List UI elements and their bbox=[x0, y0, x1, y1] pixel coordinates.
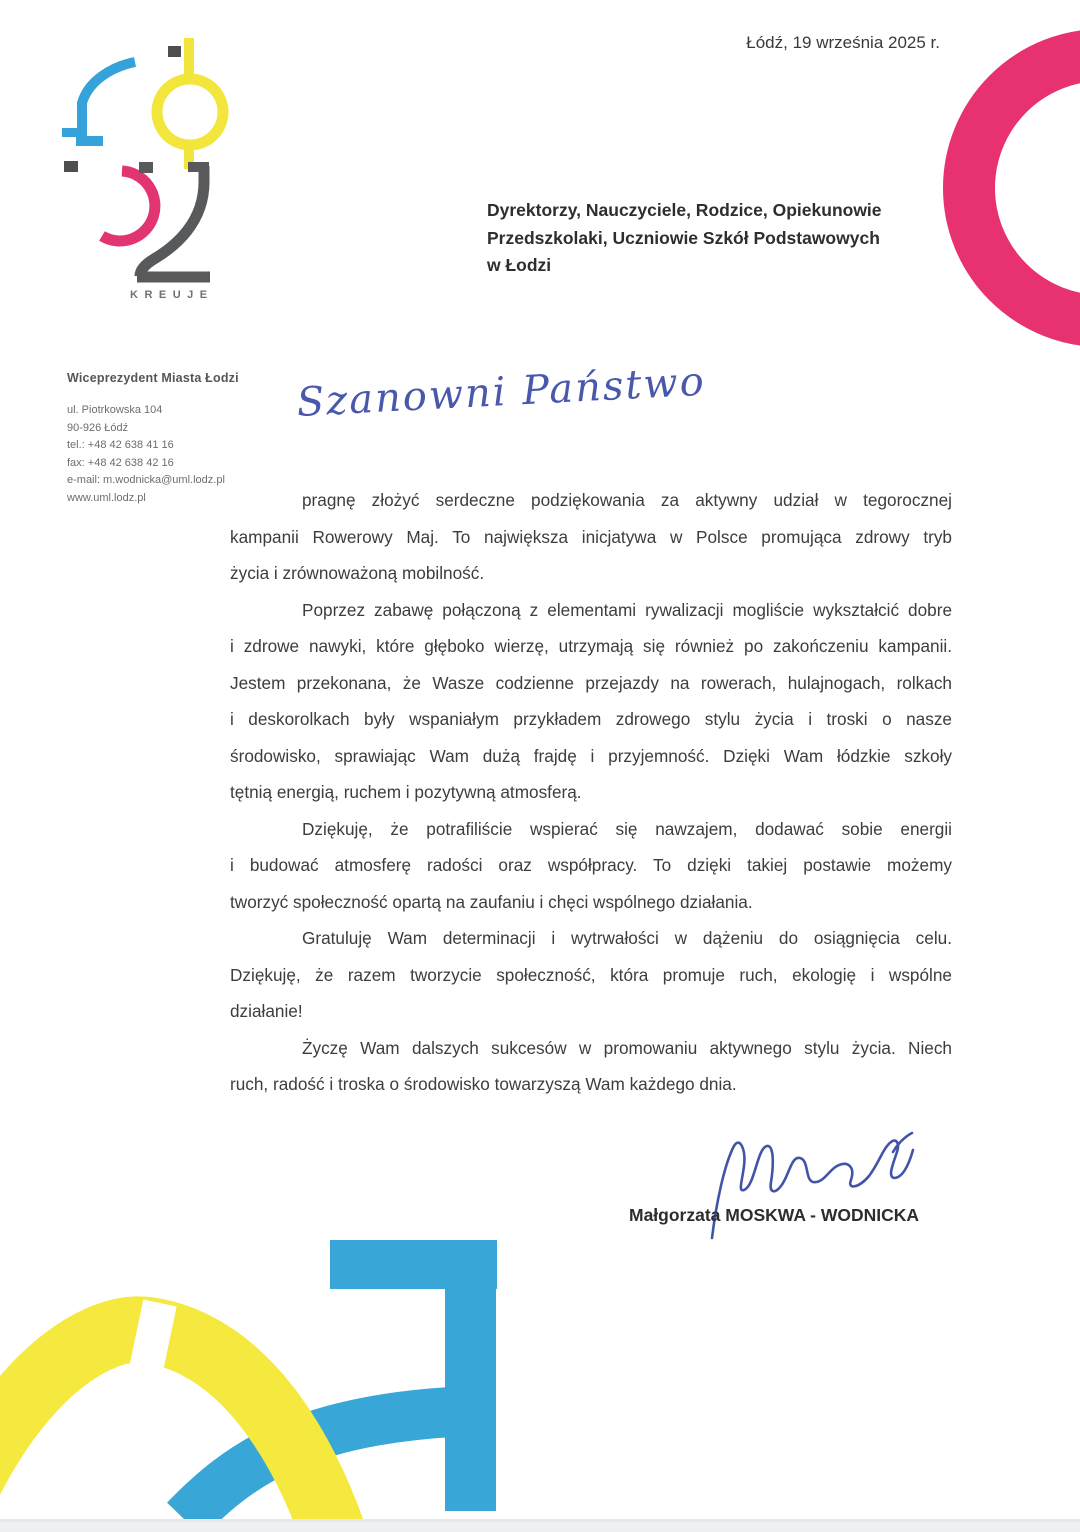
paragraph-line: tworzyć społeczność opartą na zaufaniu i chęci wspólnego działania. bbox=[230, 891, 753, 912]
paragraph-line: Poprzez zabawę połączoną z elementami rywalizacji mogliście wykształcić dobre bbox=[302, 599, 952, 620]
paragraph-line: tętnią energią, ruchem i pozytywną atmosferą. bbox=[230, 782, 582, 802]
date-line: Łódź, 19 września 2025 r. bbox=[746, 33, 940, 52]
logo-letter-O bbox=[157, 38, 223, 169]
paragraph bbox=[230, 920, 952, 1030]
sender-title: Wiceprezydent Miasta Łodzi bbox=[67, 371, 239, 385]
paragraph-line: Dziękuję, że razem tworzycie społeczność, która promuje ruch, ekologię i wspólne bbox=[230, 964, 952, 985]
sender-contact-line: 90-926 Łódź bbox=[67, 421, 129, 434]
lodz-kreuje-logo bbox=[40, 30, 260, 310]
paragraph-line: środowisko, sprawiając Wam dużą frajdę i przyjemność. Dzięki Wam łódzkie szkoły bbox=[230, 745, 952, 766]
decor-blue-top-bar bbox=[330, 1240, 497, 1289]
sender-contact-line: ul. Piotrkowska 104 bbox=[67, 404, 163, 416]
bottom-decoration bbox=[0, 1240, 497, 1532]
recipient-block bbox=[487, 197, 917, 280]
scan-edge-band bbox=[0, 1522, 1080, 1532]
paragraph bbox=[230, 811, 952, 921]
decor-arch-slit bbox=[138, 1303, 160, 1408]
paragraph-line: Jestem przekonana, że Wasze codzienne przejazdy na rowerach, hulajnogach, rolkach bbox=[230, 672, 952, 693]
recipient-line: w Łodzi bbox=[487, 255, 552, 275]
paragraph-line: i deskorolkach były wspaniałym przykładem zdrowego stylu życia i troski o nasze bbox=[230, 709, 952, 729]
paragraph-line: Życzę Wam dalszych sukcesów w promowaniu aktywnego stylu życia. Niech bbox=[302, 1037, 952, 1058]
handwritten-greeting: Szanowni Państwo bbox=[295, 358, 707, 426]
sender-contact-line: e-mail: m.wodnicka@uml.lodz.pl bbox=[67, 474, 225, 486]
decor-blue-vertical-bar bbox=[445, 1240, 496, 1511]
paragraph bbox=[230, 482, 952, 592]
sender-contact-line: tel.: +48 42 638 41 16 bbox=[67, 439, 174, 451]
paragraph-line: pragnę złożyć serdeczne podziękowania za aktywny udział w tegorocznej bbox=[302, 490, 952, 510]
sender-contact-line: fax: +48 42 638 42 16 bbox=[67, 456, 174, 469]
recipient-line: Przedszkolaki, Uczniowie Szkół Podstawowych bbox=[487, 227, 880, 248]
paragraph bbox=[230, 1030, 952, 1103]
paragraph-line: i zdrowe nawyki, które głęboko wierzę, utrzymają się również po zakończeniu kampanii. bbox=[230, 636, 952, 656]
paragraph-line: i budować atmosferę radości oraz współpracy. To dzięki takiej postawie możemy bbox=[230, 855, 952, 875]
signature-name: Małgorzata MOSKWA - WODNICKA bbox=[629, 1205, 920, 1225]
paragraph bbox=[230, 592, 952, 811]
sender-contact-line: www.uml.lodz.pl bbox=[67, 491, 146, 504]
paragraph-line: ruch, radość i troska o środowisko towarzyszą Wam każdego dnia. bbox=[230, 1074, 737, 1094]
paragraph-line: działanie! bbox=[230, 1001, 303, 1021]
logo-caption: KREUJE bbox=[130, 289, 214, 301]
logo-letter-L bbox=[62, 62, 135, 141]
scan-edge-line bbox=[0, 1519, 1080, 1522]
letter-body bbox=[230, 482, 952, 1103]
decor-yellow-arch bbox=[0, 1329, 352, 1532]
decor-blue-arc bbox=[185, 1412, 452, 1520]
paragraph-line: życia i zrównoważoną mobilność. bbox=[230, 563, 485, 583]
paragraph-line: Dziękuję, że potrafiliście wspierać się nawzajem, dodawać sobie energii bbox=[302, 818, 952, 839]
paragraph-line: Gratuluję Wam determinacji i wytrwałości w dążeniu do osiągnięcia celu. bbox=[302, 928, 952, 948]
paragraph-line: kampanii Rowerowy Maj. To największa inicjatywa w Polsce promująca zdrowy tryb bbox=[230, 526, 952, 547]
recipient-line: Dyrektorzy, Nauczyciele, Rodzice, Opiekunowie bbox=[487, 200, 882, 220]
pink-arc-decoration bbox=[969, 55, 1080, 321]
